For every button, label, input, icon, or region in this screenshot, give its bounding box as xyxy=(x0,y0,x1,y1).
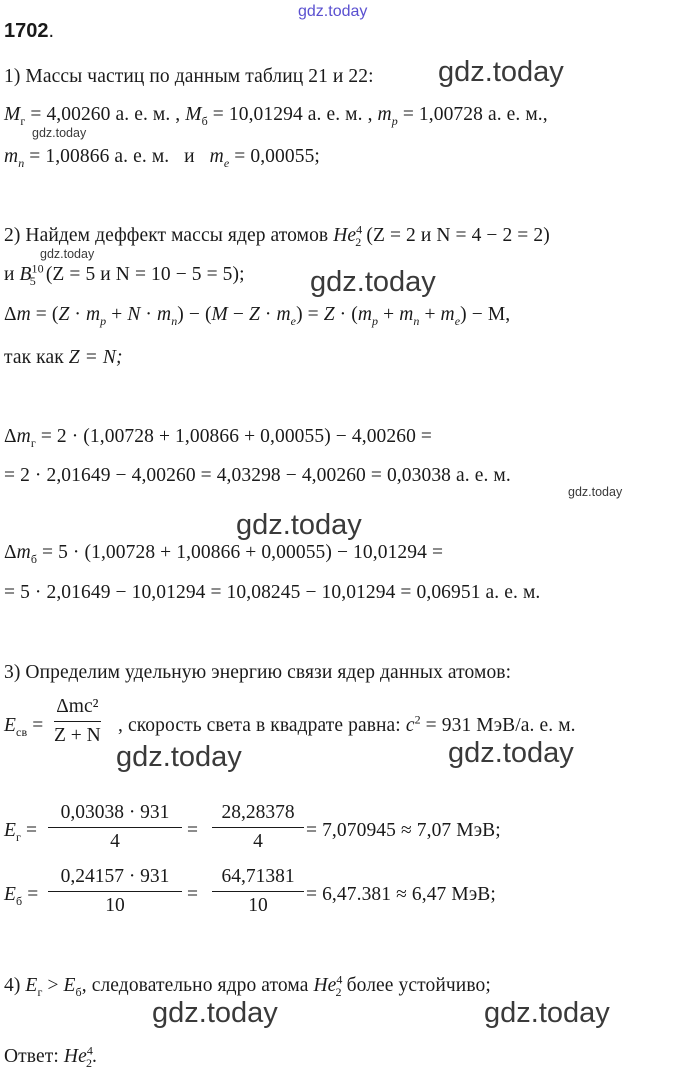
b-defect-line-2: = 5 · 2,01649 − 10,01294 = 10,08245 − 10,01294 = 0,06951 а. е. м. xyxy=(4,582,541,603)
watermark: gdz.today xyxy=(484,997,610,1029)
watermark: gdz.today xyxy=(236,509,362,541)
esv-label: $E_{св}$ = xyxy=(4,715,44,739)
watermark: gdz.today xyxy=(116,741,242,773)
answer: Ответ: $He^4_2$. xyxy=(4,1043,98,1070)
b-defect-line-1: $\Delta m_б = 5 \cdot (1,00728 + 1,00866 + 0,00055) - 10,01294$ = xyxy=(4,542,444,566)
section-3-heading: 3) Определим удельную энергию связи ядер данных атомов: xyxy=(4,662,512,683)
eg-label: $E_г$ = xyxy=(4,820,38,844)
problem-number: 1702. xyxy=(4,20,55,42)
section-1-heading: 1) Массы частиц по данным таблиц 21 и 22: xyxy=(4,66,374,87)
eg-result: = 7,070945 ≈ 7,07 МэВ; xyxy=(306,820,501,841)
mass-defect-formula: $\Delta m = (Z \cdot m_p + N \cdot m_n) - (M - Z \cdot m_e) = Z \cdot (m_p + m_n + m_e) - M$, xyxy=(4,304,511,328)
c2-note: , скорость света в квадрате равна: $c^2 = 931$ МэВ/а. е. м. xyxy=(118,712,576,736)
eq-sign: = xyxy=(187,820,199,841)
watermark: gdz.today xyxy=(40,247,95,261)
masses-line-1: $M_г = 4,00260$ а. е. м. , $M_б = 10,01294$ а. е. м. , $m_p = 1,00728$ а. е. м., xyxy=(4,104,548,128)
eb-label: $E_б$ = xyxy=(4,884,39,908)
watermark: gdz.today xyxy=(448,737,574,769)
watermark: gdz.today xyxy=(438,56,564,88)
conclusion: 4) $E_г > E_б$, следовательно ядро атома $He^4_2$ более устойчиво; xyxy=(4,972,491,999)
esv-denominator: Z + N xyxy=(54,725,101,746)
watermark: gdz.today xyxy=(32,126,87,140)
section-2-heading: 2) Найдем деффект массы ядер атомов $He^4_2$ (Z = 2 и N = 4 − 2 = 2) xyxy=(4,222,550,249)
watermark-top: gdz.today xyxy=(298,3,368,20)
watermark: gdz.today xyxy=(152,997,278,1029)
masses-line-2: $m_n = 1,00866$ а. е. м. и $m_e = 0,00055$; xyxy=(4,146,320,170)
eq-sign: = xyxy=(187,884,199,905)
esv-fraction xyxy=(54,695,101,748)
boron-line: и $B^{10}_5$ (Z = 5 и N = 10 − 5 = 5); xyxy=(4,261,245,288)
eg-fraction-2: 28,28378 4 xyxy=(212,801,304,854)
watermark: gdz.today xyxy=(310,266,436,298)
watermark: gdz.today xyxy=(568,485,623,499)
he-defect-line-1: $\Delta m_г = 2 \cdot (1,00728 + 1,00866 + 0,00055) - 4,00260$ = xyxy=(4,426,433,450)
he-defect-line-2: = 2 · 2,01649 − 4,00260 = 4,03298 − 4,00260 = 0,03038 а. е. м. xyxy=(4,465,511,486)
eb-result: = 6,47.381 ≈ 6,47 МэВ; xyxy=(306,884,496,905)
eb-fraction-2: 64,71381 10 xyxy=(212,865,304,918)
esv-numerator: Δmc² xyxy=(56,696,99,717)
eg-fraction-1: 0,03038 · 931 4 xyxy=(48,801,182,854)
eb-fraction-1: 0,24157 · 931 10 xyxy=(48,865,182,918)
since-line: так как Z = N; xyxy=(4,347,123,368)
